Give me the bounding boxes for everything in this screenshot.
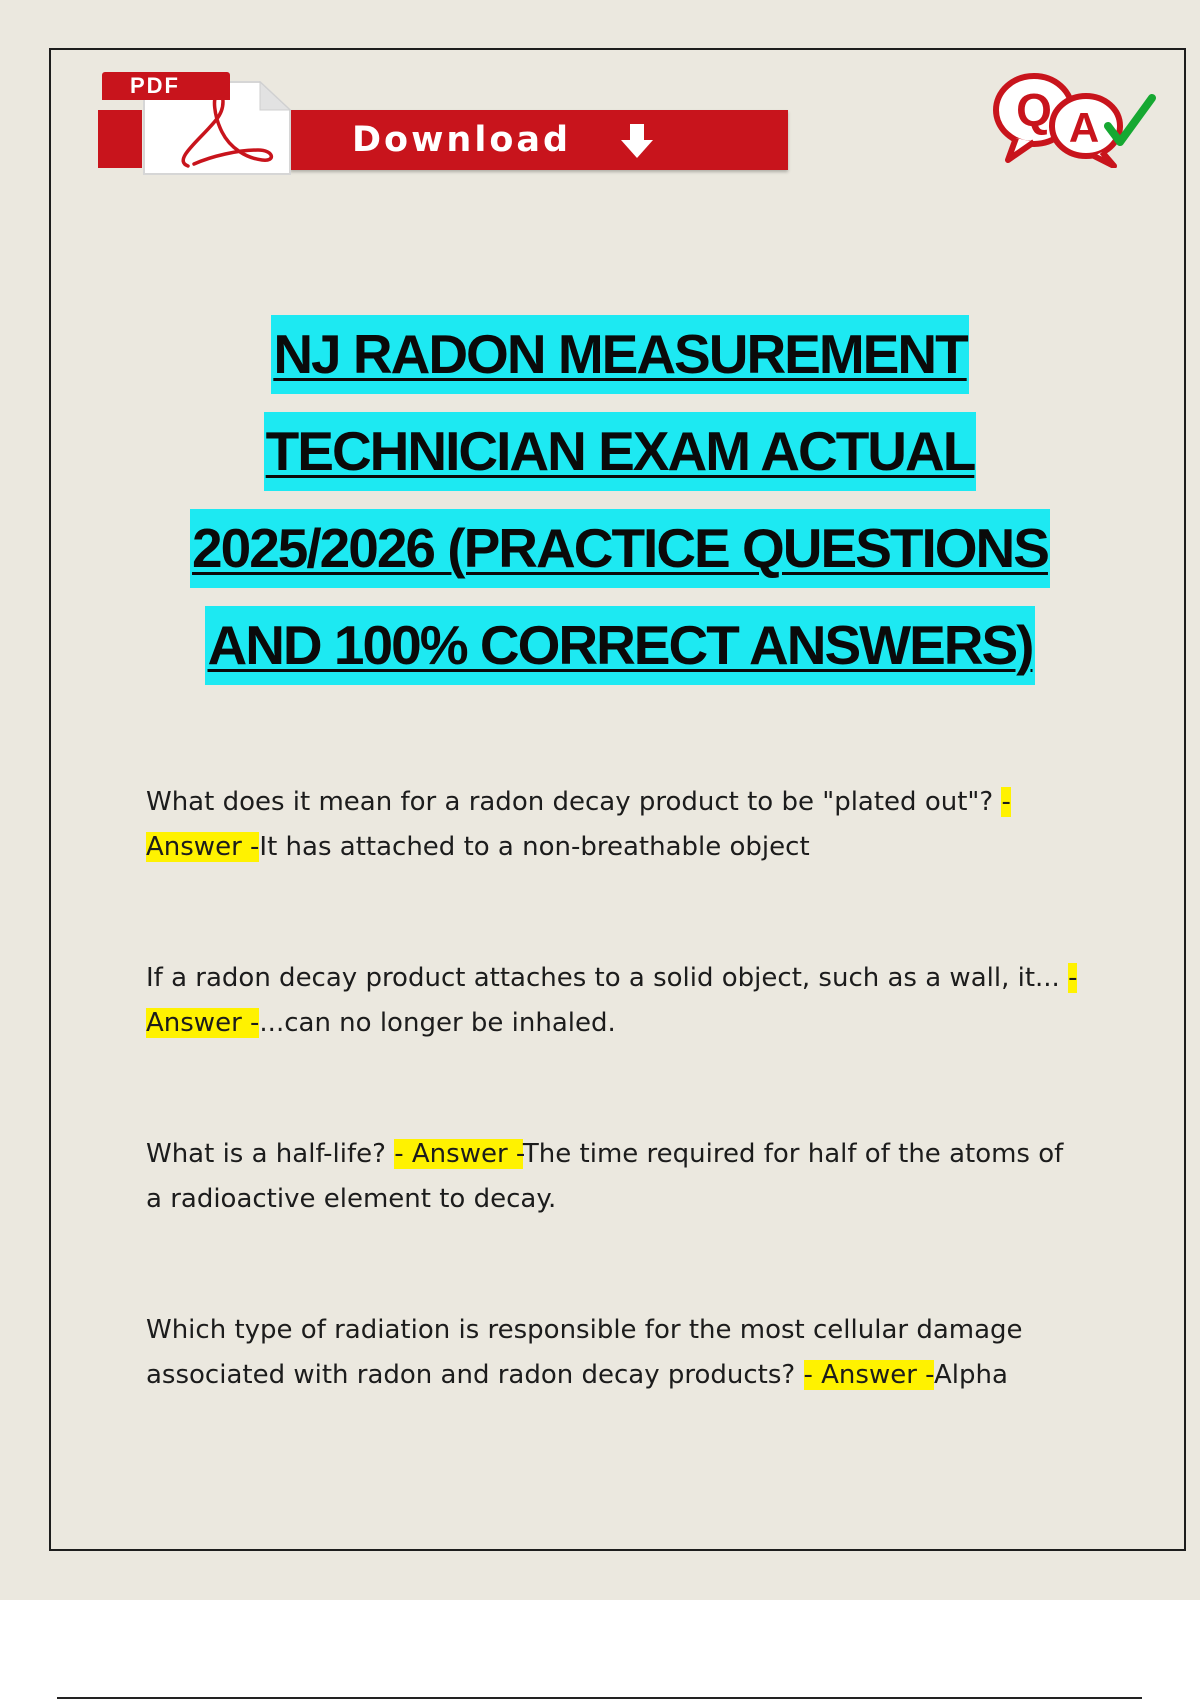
banner-left-bar <box>98 110 142 168</box>
logo-q-letter: Q <box>1016 84 1052 136</box>
qa-item <box>146 1308 1086 1398</box>
pdf-tag: PDF <box>102 72 230 100</box>
logo-a-letter: A <box>1068 104 1100 151</box>
qa-item <box>146 956 1086 1046</box>
qa-item <box>146 780 1086 870</box>
pdf-download-banner[interactable] <box>96 70 796 180</box>
answer-marker: - Answer - <box>803 1360 934 1390</box>
qa-list <box>146 780 1086 1484</box>
download-button[interactable] <box>290 110 788 170</box>
answer-marker: - Answer - <box>146 787 1011 862</box>
qa-checkmark-logo-icon <box>990 68 1160 168</box>
download-arrow-icon <box>620 122 654 160</box>
title-line-3: 2025/2026 (PRACTICE QUESTIONS <box>190 509 1050 588</box>
question-text: If a radon decay product attaches to a solid object, such as a wall, it... <box>146 963 1060 993</box>
answer-text: It has attached to a non-breathable object <box>259 832 810 862</box>
title-line-4: AND 100% CORRECT ANSWERS) <box>205 606 1034 685</box>
answer-marker: - Answer - <box>146 963 1078 1038</box>
answer-text: The time required for half of the atoms of a radioactive element to decay. <box>146 1139 1064 1214</box>
answer-text: Alpha <box>933 1360 1008 1390</box>
footer-divider <box>57 1697 1142 1699</box>
question-text: Which type of radiation is responsible for the most cellular damage associated with radon and radon decay products? <box>146 1315 1023 1390</box>
title-line-1: NJ RADON MEASUREMENT <box>271 315 968 394</box>
question-text: What does it mean for a radon decay product to be "plated out"? <box>146 787 994 817</box>
answer-text: ...can no longer be inhaled. <box>259 1008 616 1038</box>
title-line-2: TECHNICIAN EXAM ACTUAL <box>264 412 977 491</box>
download-label: Download <box>352 120 572 160</box>
qa-item <box>146 1132 1086 1222</box>
answer-marker: - Answer - <box>394 1139 523 1169</box>
question-text: What is a half-life? <box>146 1139 386 1169</box>
document-title <box>100 315 1140 703</box>
